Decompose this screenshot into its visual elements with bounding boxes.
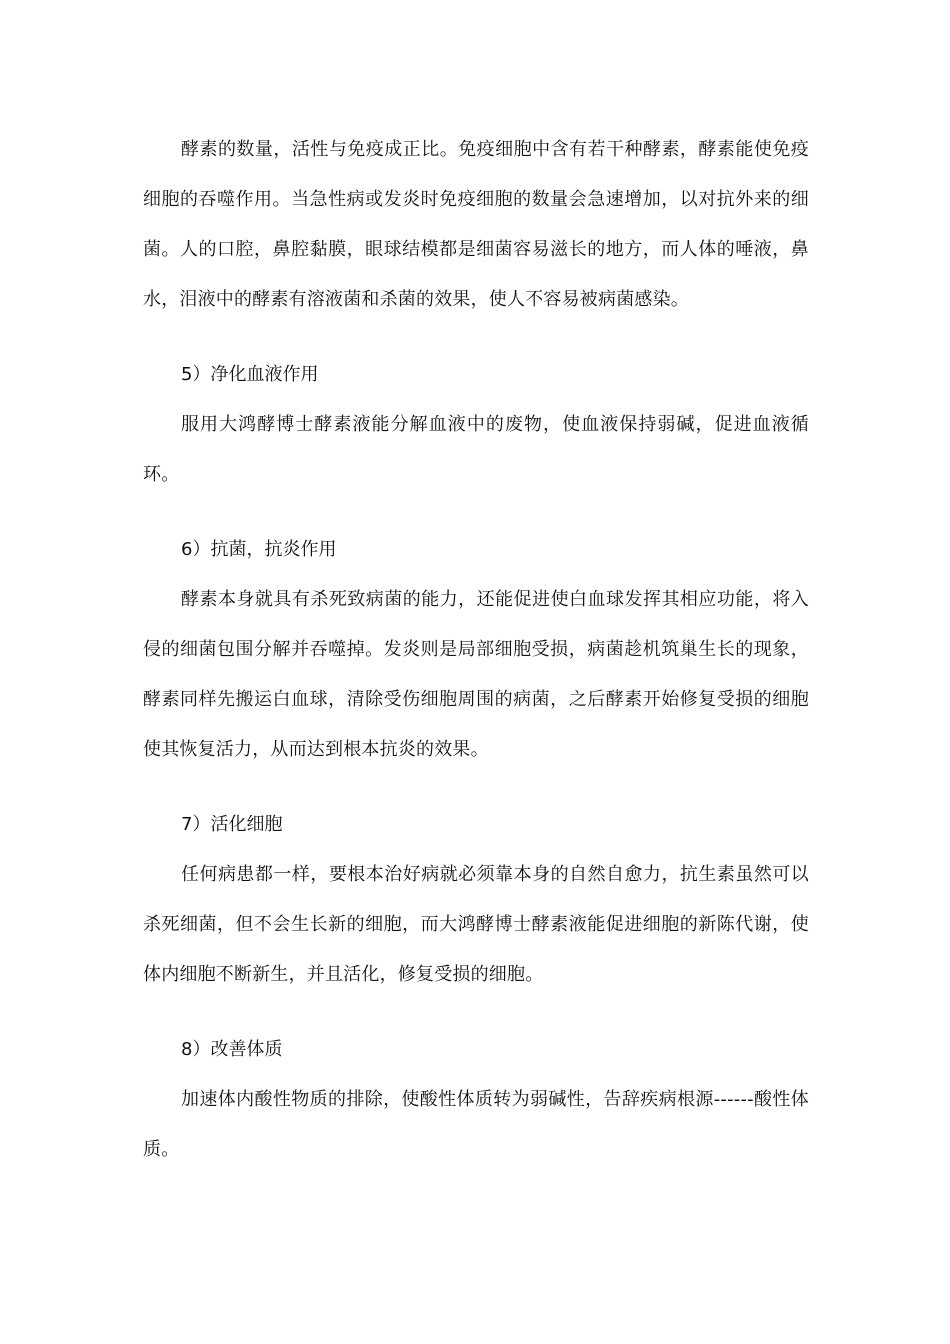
section-body-8: 加速体内酸性物质的排除，使酸性体质转为弱碱性，告辞疾病根源------酸性体质。 bbox=[143, 1089, 809, 1160]
section-body-5: 服用大鸿酵博士酵素液能分解血液中的废物，使血液保持弱碱，促进血液循环。 bbox=[143, 414, 809, 485]
paragraph-gap bbox=[143, 500, 809, 525]
section-body-6: 酵素本身就具有杀死致病菌的能力，还能促进使白血球发挥其相应功能，将入侵的细菌包围分解并吞噬掉。发炎则是局部细胞受损，病菌趁机筑巢生长的现象，酵素同样先搬运白血球，清除受伤细胞周围的病菌，之后酵素开始修复受损的细胞使其恢复活力，从而达到根本抗炎的效果。 bbox=[143, 589, 809, 760]
paragraph-gap bbox=[143, 775, 809, 800]
section-heading-7: 7）活化细胞 bbox=[181, 814, 283, 835]
intro-paragraph: 酵素的数量，活性与免疫成正比。免疫细胞中含有若干种酵素，酵素能使免疫细胞的吞噬作用。当急性病或发炎时免疫细胞的数量会急速增加，以对抗外来的细菌。人的口腔，鼻腔黏膜，眼球结模都是细菌容易滋长的地方，而人体的唾液，鼻水，泪液中的酵素有溶液菌和杀菌的效果，使人不容易被病菌感染。 bbox=[143, 139, 809, 310]
section-heading-5: 5）净化血液作用 bbox=[181, 364, 319, 385]
section-heading-6: 6）抗菌，抗炎作用 bbox=[181, 539, 337, 560]
section-heading-8: 8）改善体质 bbox=[181, 1039, 283, 1060]
section-body-7: 任何病患都一样，要根本治好病就必须靠本身的自然自愈力，抗生素虽然可以杀死细菌，但不会生长新的细胞，而大鸿酵博士酵素液能促进细胞的新陈代谢，使体内细胞不断新生，并且活化，修复受损的细胞。 bbox=[143, 864, 809, 985]
document-page bbox=[143, 125, 809, 1175]
paragraph-gap bbox=[143, 1000, 809, 1025]
paragraph-gap bbox=[143, 325, 809, 350]
